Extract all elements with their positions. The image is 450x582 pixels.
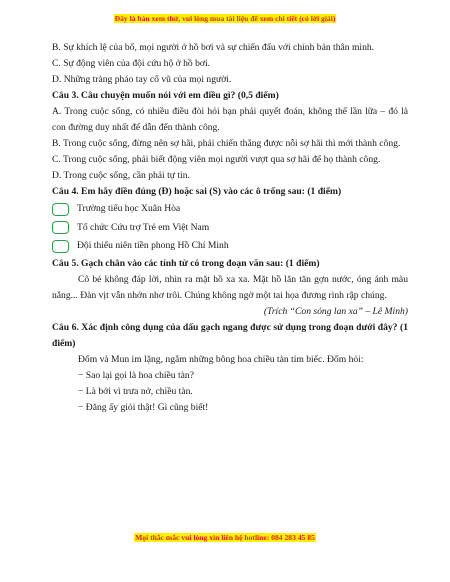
q3-option-b: B. Trong cuộc sống, đừng nên sợ hãi, phải chiến thắng được nỗi sợ hãi thì mới thành công.: [52, 138, 401, 149]
q3-option-d: D. Trong cuộc sống, cần phải tự tin.: [52, 170, 190, 181]
preview-banner-text: Đây là bản xem thử, vui lòng mua tài liệu để xem chi tiết (có lời giải): [114, 14, 336, 23]
q6-title: Câu 6. Xác định công dụng của dấu gạch ngang được sử dụng trong đoạn dưới đây? (1 điểm): [52, 321, 408, 349]
q5-title: Câu 5. Gạch chân vào các tính từ có trong đoạn văn sau: (1 điểm): [52, 257, 320, 269]
q5-source: (Trích “Con sóng lan xa” – Lê Minh): [263, 305, 408, 317]
q4-item: [52, 237, 408, 256]
q3-option-a: A. Trong cuộc sống, có nhiều điều đòi hỏi bạn phải quyết đoán, không thể lần lữa – đó là con đường duy nhất để dẫn đến thành công.: [52, 106, 408, 133]
q4-item-label: Trường tiểu học Xuân Hòa: [77, 203, 181, 215]
hotline-footer: [0, 533, 450, 542]
answer-checkbox[interactable]: [52, 221, 69, 234]
q5-passage: Cô bé không đáp lời, nhìn ra mặt hồ xa xa. Mặt hồ lăn tăn gợn nước, óng ánh màu nắng... Đàn vịt vẫn nhởn nhơ trôi. Chúng không ngờ một tai họa đương rình rập chúng.: [52, 273, 408, 301]
q6-dialogue-line: − Sao lại gọi là hoa chiều tàn?: [78, 369, 194, 381]
q3-option-c: C. Trong cuộc sống, phải biết động viên mọi người vượt qua sợ hãi để họ thành công.: [52, 154, 381, 165]
q3-title: Câu 3. Câu chuyện muốn nói với em điều gì? (0,5 điểm): [52, 90, 279, 101]
q2-option-d: D. Những tràng pháo tay cổ vũ của mọi người.: [52, 74, 232, 85]
q6-dialogue-line: − Đăng ấy giỏi thật! Gì cũng biết!: [78, 401, 209, 413]
q2-option-b: B. Sự khích lệ của bố, mọi người ở hồ bơi và sự chiến đấu với chính bản thân mình.: [52, 42, 375, 53]
q4-item-label: Đội thiếu niên tiền phong Hồ Chí Minh: [77, 240, 229, 252]
document-body: [52, 40, 408, 416]
q6-intro: Đốm và Mun im lặng, ngắm những bông hoa chiều tàn tím biếc. Đốm hỏi:: [78, 353, 364, 365]
q2-option-c: C. Sự động viên của đội cứu hộ ở hồ bơi.: [52, 58, 211, 69]
q4-item: [52, 219, 408, 238]
preview-banner: [0, 14, 450, 23]
q4-item: [52, 200, 408, 219]
q6-dialogue-line: − Là bởi vì trưa nở, chiều tàn.: [78, 385, 193, 397]
answer-checkbox[interactable]: [52, 240, 69, 253]
answer-checkbox[interactable]: [52, 203, 69, 216]
q4-item-label: Tổ chức Cứu trợ Trẻ em Việt Nam: [77, 221, 210, 233]
hotline-text: Mọi thắc mắc vui lòng xin liên hệ hotline: 084 283 45 85: [135, 533, 315, 542]
q4-title: Câu 4. Em hãy điền đúng (Đ) hoặc sai (S) vào các ô trống sau: (1 điểm): [52, 186, 342, 197]
